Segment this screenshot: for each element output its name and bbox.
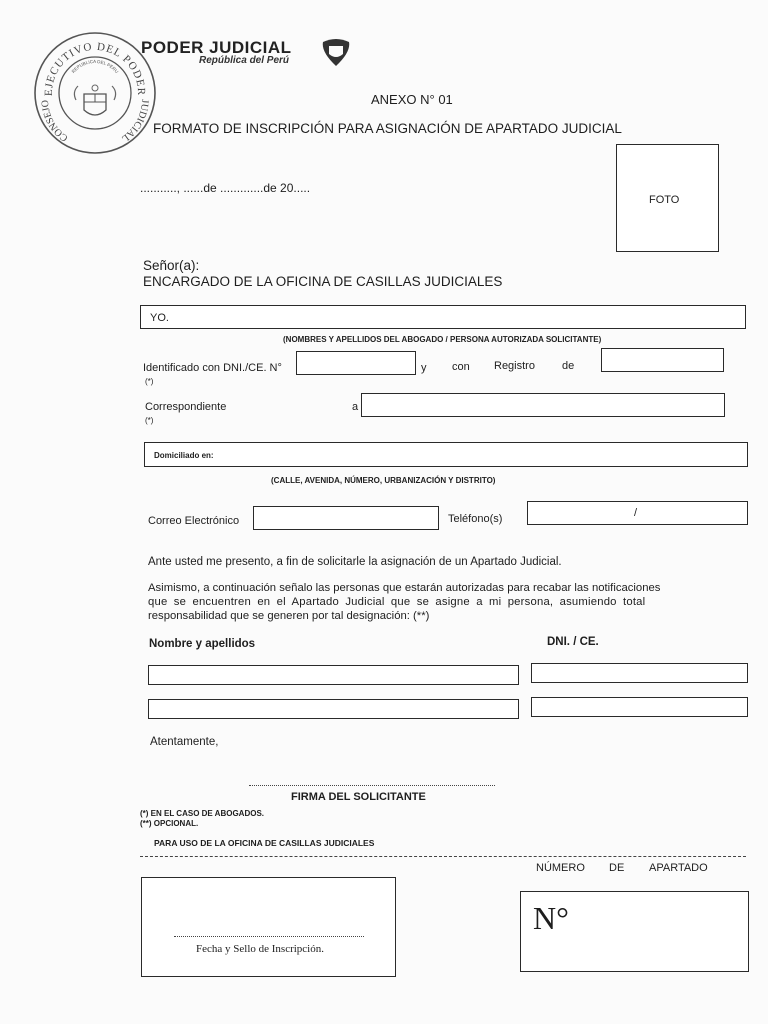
y-label: y	[421, 362, 427, 374]
authorized-name-field-2[interactable]	[148, 699, 519, 719]
authorization-line-3: responsabilidad que se generen por tal designación: (**)	[148, 610, 430, 622]
a-label: a	[352, 401, 359, 413]
note-lawyers: (*) EN EL CASO DE ABOGADOS.	[140, 809, 265, 818]
coat-of-arms-icon	[319, 38, 353, 68]
dni-label: Identificado con DNI./CE. N°	[143, 362, 282, 374]
apartado-number-label: N°	[533, 900, 569, 936]
request-paragraph: Ante usted me presento, a fin de solicitarle la asignación de un Apartado Judicial.	[148, 556, 562, 568]
dni-field[interactable]	[296, 351, 416, 375]
authorized-dni-header: DNI. / CE.	[547, 636, 599, 648]
salutation: Señor(a):	[143, 258, 200, 273]
annex-number: ANEXO N° 01	[371, 92, 453, 107]
date-line: ..........., ......de .............de 20.....	[140, 181, 311, 195]
phone-label: Teléfono(s)	[448, 513, 503, 525]
office-use-title: PARA USO DE LA OFICINA DE CASILLAS JUDICIALES	[154, 838, 375, 848]
de-label: de	[562, 360, 575, 372]
svg-text:EJECUTIVO DEL PODER	[43, 41, 147, 96]
recipient: ENCARGADO DE LA OFICINA DE CASILLAS JUDICIALES	[143, 274, 503, 289]
regards: Atentamente,	[150, 736, 219, 748]
authorized-dni-field-1[interactable]	[531, 663, 748, 683]
yo-label: YO.	[150, 312, 169, 324]
registro-field[interactable]	[601, 348, 724, 372]
seal-ring-top: EJECUTIVO DEL PODER	[42, 40, 148, 97]
seal-ring-left: CONSEJO	[39, 99, 71, 144]
seal-inner-text: REPUBLICA DEL PERU	[70, 58, 120, 75]
seal-ring-right: JUDICIAL	[119, 99, 151, 144]
authorized-name-header: Nombre y apellidos	[149, 638, 256, 650]
email-field[interactable]	[253, 506, 439, 530]
photo-box	[616, 144, 719, 252]
correspondiente-field[interactable]	[361, 393, 725, 417]
correspondiente-label: Correspondiente	[145, 401, 227, 413]
con-label: con	[452, 361, 470, 373]
address-caption: (CALLE, AVENIDA, NÚMERO, URBANIZACIÓN Y DISTRITO)	[271, 476, 496, 485]
authorized-name-field-1[interactable]	[148, 665, 519, 685]
signature-label: FIRMA DEL SOLICITANTE	[291, 791, 426, 803]
authorized-dni-field-2[interactable]	[531, 697, 748, 717]
signature-line	[249, 785, 495, 786]
authorization-line-2: que se encuentren en el Apartado Judicial que se asigne a mi persona, asumiendo total	[148, 596, 646, 608]
inscription-seal-label: Fecha y Sello de Inscripción.	[196, 943, 324, 955]
form-title: FORMATO DE INSCRIPCIÓN PARA ASIGNACIÓN DE APARTADO JUDICIAL	[153, 121, 622, 136]
address-label: Domiciliado en:	[154, 451, 214, 460]
note-optional: (**) OPCIONAL.	[140, 819, 199, 828]
dni-mark: (*)	[145, 377, 154, 386]
registro-label: Registro	[494, 360, 535, 372]
office-use-separator	[140, 856, 746, 857]
phone-field[interactable]	[527, 501, 748, 525]
apartado-label: APARTADO	[649, 862, 708, 874]
address-field[interactable]	[144, 442, 748, 467]
photo-label: FOTO	[649, 194, 680, 206]
numero-label: NÚMERO	[536, 862, 585, 874]
applicant-name-field[interactable]	[140, 305, 746, 329]
phone-separator: /	[634, 507, 638, 519]
poder-judicial-logo	[141, 38, 356, 72]
correspondiente-mark: (*)	[145, 416, 154, 425]
inscription-seal-line	[174, 936, 364, 937]
authorization-paragraph	[148, 581, 748, 623]
applicant-name-caption: (NOMBRES Y APELLIDOS DEL ABOGADO / PERSONA AUTORIZADA SOLICITANTE)	[283, 335, 602, 344]
authorization-line-1: Asimismo, a continuación señalo las personas que estarán autorizadas para recabar las notificaciones	[148, 582, 661, 594]
inscription-seal-box	[141, 877, 396, 977]
email-label: Correo Electrónico	[148, 515, 240, 527]
apartado-number-box	[520, 891, 749, 972]
logo-org-name: PODER JUDICIAL	[141, 38, 292, 57]
de-apartado-label: DE	[609, 862, 625, 874]
logo-country: República del Perú	[199, 55, 290, 66]
